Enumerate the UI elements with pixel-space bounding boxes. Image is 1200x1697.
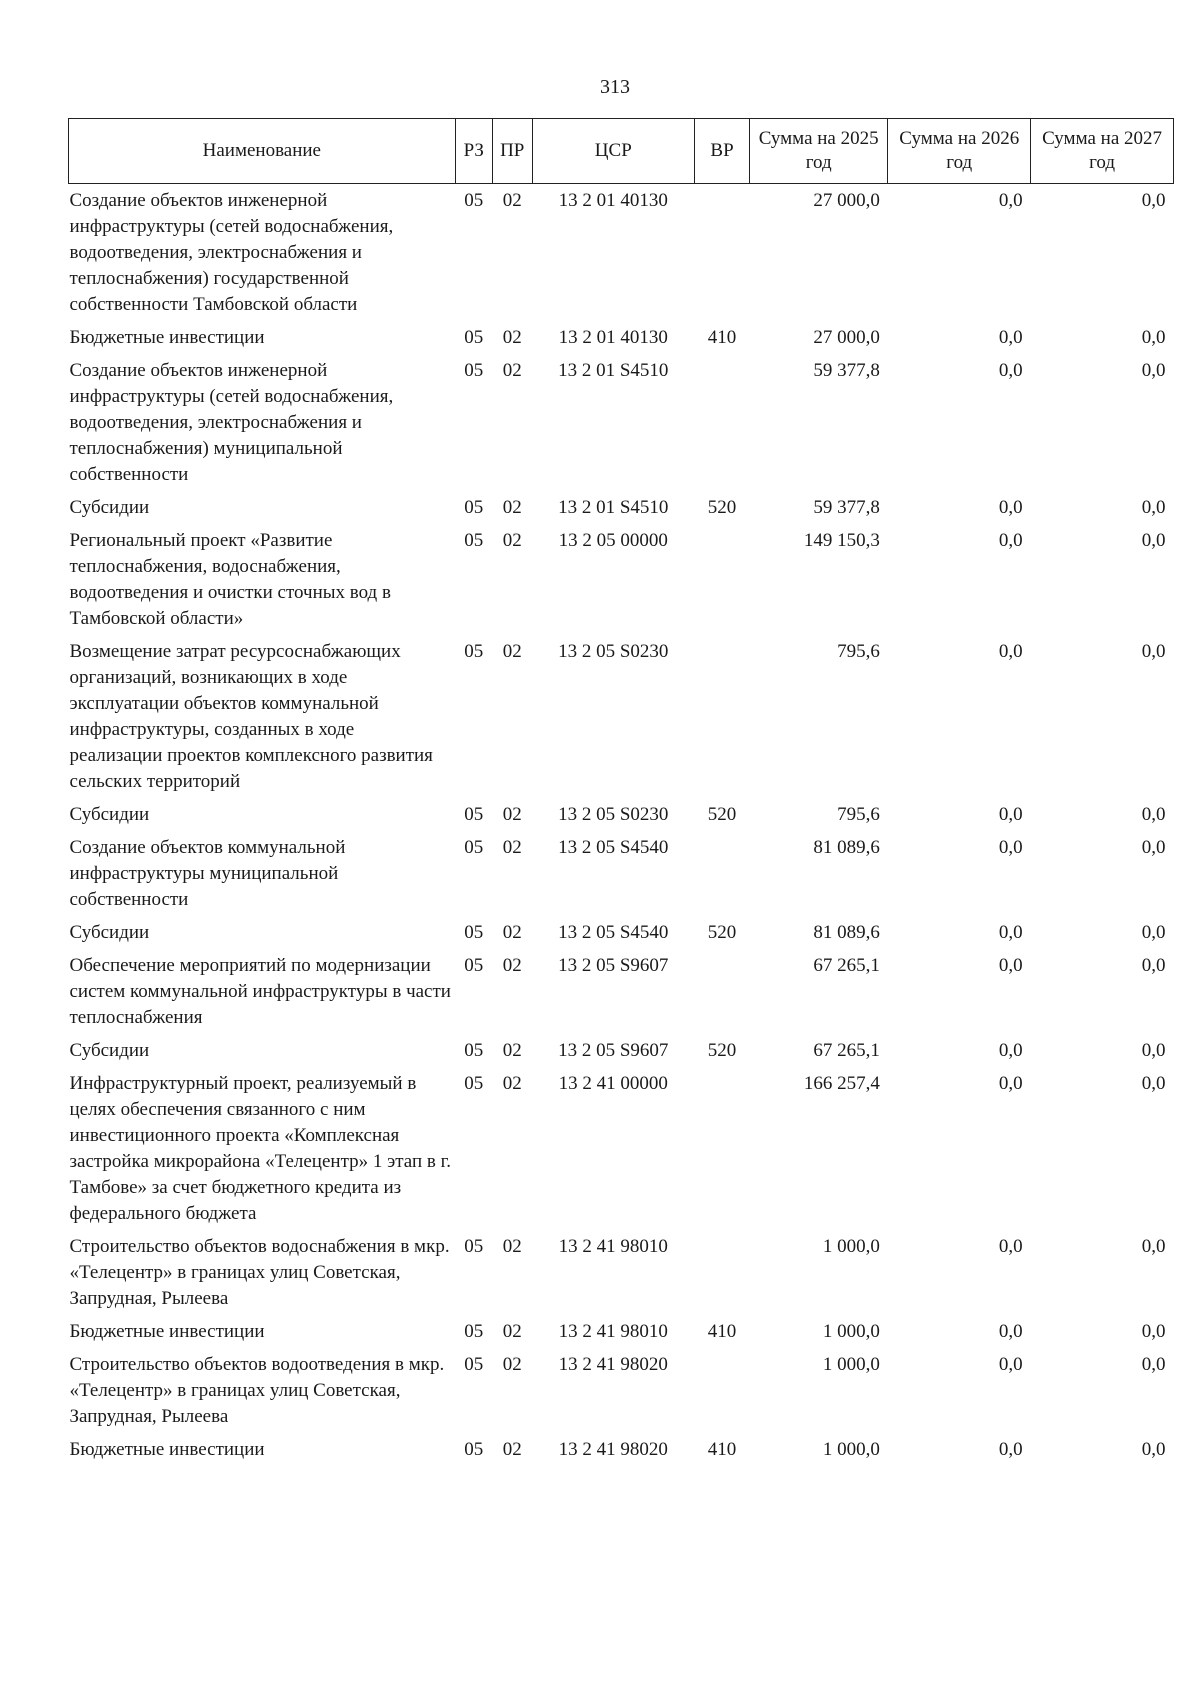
table-row	[69, 635, 1174, 798]
row-rz: 05	[464, 955, 484, 976]
row-vr	[695, 1230, 750, 1315]
row-sum-2027: 0,0	[1141, 1073, 1166, 1094]
table-row	[69, 798, 1174, 831]
row-sum-2026: 0,0	[998, 1321, 1023, 1342]
row-sum-2025: 795,6	[837, 804, 880, 825]
row-csr: 13 2 01 S4510	[558, 497, 669, 518]
table-row	[69, 831, 1174, 916]
header-pr: ПР	[492, 119, 532, 184]
row-pr: 02	[502, 804, 522, 825]
row-sum-2026: 0,0	[998, 327, 1023, 348]
row-vr: 410	[707, 1439, 737, 1460]
row-pr: 02	[502, 1236, 522, 1257]
row-sum-2026: 0,0	[998, 1236, 1023, 1257]
row-sum-2027: 0,0	[1141, 804, 1166, 825]
row-sum-2025: 1 000,0	[822, 1321, 880, 1342]
row-sum-2025: 81 089,6	[813, 837, 880, 858]
row-sum-2026: 0,0	[998, 360, 1023, 381]
row-name: Обеспечение мероприятий по модернизации систем коммунальной инфраструктуры в части теплоснабжения	[69, 955, 451, 1028]
table-row	[69, 916, 1174, 949]
table-row	[69, 184, 1174, 322]
row-sum-2027: 0,0	[1141, 837, 1166, 858]
header-rz: РЗ	[455, 119, 492, 184]
row-pr: 02	[502, 922, 522, 943]
row-rz: 05	[464, 641, 484, 662]
row-rz: 05	[464, 1073, 484, 1094]
row-name: Создание объектов инженерной инфраструктуры (сетей водоснабжения, водоотведения, электроснабжения и теплоснабжения) государственной собственности Тамбовской области	[69, 190, 394, 315]
row-csr: 13 2 41 98020	[558, 1439, 668, 1460]
row-rz: 05	[464, 804, 484, 825]
row-sum-2025: 81 089,6	[813, 922, 880, 943]
row-csr: 13 2 01 40130	[558, 190, 668, 211]
table-row	[69, 491, 1174, 524]
row-pr: 02	[502, 1321, 522, 1342]
row-vr: 520	[707, 497, 737, 518]
row-csr: 13 2 01 40130	[558, 327, 668, 348]
row-name: Бюджетные инвестиции	[69, 327, 265, 348]
row-pr: 02	[502, 1040, 522, 1061]
row-rz: 05	[464, 922, 484, 943]
row-vr	[695, 184, 750, 322]
row-csr: 13 2 41 98010	[558, 1321, 668, 1342]
row-csr: 13 2 05 S0230	[558, 804, 669, 825]
row-pr: 02	[502, 327, 522, 348]
row-sum-2027: 0,0	[1141, 922, 1166, 943]
row-sum-2026: 0,0	[998, 530, 1023, 551]
row-pr: 02	[502, 1073, 522, 1094]
row-sum-2027: 0,0	[1141, 1439, 1166, 1460]
table-row	[69, 354, 1174, 491]
row-rz: 05	[464, 530, 484, 551]
row-sum-2025: 27 000,0	[813, 327, 880, 348]
row-name: Бюджетные инвестиции	[69, 1321, 265, 1342]
table-row	[69, 1348, 1174, 1433]
table-row	[69, 1230, 1174, 1315]
row-pr: 02	[502, 955, 522, 976]
row-rz: 05	[464, 837, 484, 858]
row-name: Субсидии	[69, 497, 150, 518]
row-vr	[695, 949, 750, 1034]
table-row	[69, 1315, 1174, 1348]
row-sum-2025: 149 150,3	[803, 530, 880, 551]
row-vr: 410	[707, 1321, 737, 1342]
row-sum-2027: 0,0	[1141, 530, 1166, 551]
row-sum-2026: 0,0	[998, 497, 1023, 518]
row-csr: 13 2 05 S9607	[558, 955, 669, 976]
row-rz: 05	[464, 1354, 484, 1375]
row-vr	[695, 635, 750, 798]
row-name: Строительство объектов водоснабжения в мкр. «Телецентр» в границах улиц Советская, Запрудная, Рылеева	[69, 1236, 450, 1309]
row-pr: 02	[502, 837, 522, 858]
row-name: Создание объектов коммунальной инфраструктуры муниципальной собственности	[69, 837, 346, 910]
row-vr	[695, 1067, 750, 1230]
row-sum-2027: 0,0	[1141, 641, 1166, 662]
row-sum-2027: 0,0	[1141, 1354, 1166, 1375]
row-sum-2026: 0,0	[998, 1354, 1023, 1375]
row-vr: 520	[707, 804, 737, 825]
table-row	[69, 321, 1174, 354]
row-sum-2027: 0,0	[1141, 360, 1166, 381]
row-sum-2025: 1 000,0	[822, 1354, 880, 1375]
row-sum-2026: 0,0	[998, 1439, 1023, 1460]
table-body	[69, 184, 1174, 1467]
row-sum-2025: 1 000,0	[822, 1236, 880, 1257]
row-rz: 05	[464, 327, 484, 348]
row-rz: 05	[464, 190, 484, 211]
row-name: Субсидии	[69, 922, 150, 943]
row-pr: 02	[502, 1439, 522, 1460]
page-number: 313	[600, 76, 630, 98]
row-pr: 02	[502, 1354, 522, 1375]
row-csr: 13 2 05 S9607	[558, 1040, 669, 1061]
row-name: Возмещение затрат ресурсоснабжающих организаций, возникающих в ходе эксплуатации объектов коммунальной инфраструктуры, созданных в ходе реализации проектов комплексного развития сельских территорий	[69, 641, 433, 792]
row-csr: 13 2 05 S4540	[558, 837, 669, 858]
row-vr	[695, 831, 750, 916]
header-sum-2025: Сумма на 2025 год	[749, 119, 887, 184]
row-sum-2025: 59 377,8	[813, 360, 880, 381]
table-row	[69, 1433, 1174, 1466]
row-sum-2026: 0,0	[998, 641, 1023, 662]
row-sum-2027: 0,0	[1141, 327, 1166, 348]
row-csr: 13 2 05 00000	[558, 530, 668, 551]
row-sum-2025: 67 265,1	[813, 955, 880, 976]
table-row	[69, 1067, 1174, 1230]
row-sum-2027: 0,0	[1141, 1236, 1166, 1257]
row-sum-2025: 59 377,8	[813, 497, 880, 518]
header-vr: ВР	[695, 119, 750, 184]
row-sum-2026: 0,0	[998, 837, 1023, 858]
row-name: Субсидии	[69, 804, 150, 825]
row-sum-2027: 0,0	[1141, 497, 1166, 518]
row-rz: 05	[464, 360, 484, 381]
row-csr: 13 2 41 98010	[558, 1236, 668, 1257]
row-rz: 05	[464, 1236, 484, 1257]
row-name: Создание объектов инженерной инфраструктуры (сетей водоснабжения, водоотведения, электроснабжения и теплоснабжения) муниципальной собственности	[69, 360, 394, 485]
row-pr: 02	[502, 641, 522, 662]
row-pr: 02	[502, 190, 522, 211]
row-rz: 05	[464, 497, 484, 518]
row-pr: 02	[502, 530, 522, 551]
row-rz: 05	[464, 1439, 484, 1460]
row-vr: 520	[707, 922, 737, 943]
table-row	[69, 949, 1174, 1034]
row-sum-2026: 0,0	[998, 804, 1023, 825]
row-sum-2026: 0,0	[998, 190, 1023, 211]
header-sum-2026: Сумма на 2026 год	[888, 119, 1031, 184]
header-sum-2027: Сумма на 2027 год	[1031, 119, 1174, 184]
row-name: Субсидии	[69, 1040, 150, 1061]
row-sum-2025: 27 000,0	[813, 190, 880, 211]
row-csr: 13 2 05 S0230	[558, 641, 669, 662]
row-vr	[695, 354, 750, 491]
row-pr: 02	[502, 497, 522, 518]
row-sum-2027: 0,0	[1141, 1321, 1166, 1342]
row-rz: 05	[464, 1321, 484, 1342]
row-sum-2025: 1 000,0	[822, 1439, 880, 1460]
row-vr: 410	[707, 327, 737, 348]
row-vr: 520	[707, 1040, 737, 1061]
row-csr: 13 2 41 00000	[558, 1073, 668, 1094]
row-vr	[695, 524, 750, 635]
row-name: Инфраструктурный проект, реализуемый в целях обеспечения связанного с ним инвестиционного проекта «Комплексная застройка микрорайона «Телецентр» 1 этап в г. Тамбове» за счет бюджетного кредита из федерального бюджета	[69, 1073, 452, 1224]
row-sum-2026: 0,0	[998, 1040, 1023, 1061]
row-sum-2026: 0,0	[998, 1073, 1023, 1094]
row-sum-2027: 0,0	[1141, 190, 1166, 211]
budget-table	[68, 118, 1174, 1466]
header-name: Наименование	[69, 119, 456, 184]
row-sum-2025: 166 257,4	[803, 1073, 880, 1094]
row-name: Региональный проект «Развитие теплоснабжения, водоснабжения, водоотведения и очистки сточных вод в Тамбовской области»	[69, 530, 391, 629]
row-pr: 02	[502, 360, 522, 381]
row-csr: 13 2 01 S4510	[558, 360, 669, 381]
row-csr: 13 2 41 98020	[558, 1354, 668, 1375]
table-header	[69, 119, 1174, 184]
row-sum-2027: 0,0	[1141, 1040, 1166, 1061]
row-sum-2026: 0,0	[998, 922, 1023, 943]
row-name: Строительство объектов водоотведения в мкр. «Телецентр» в границах улиц Советская, Запрудная, Рылеева	[69, 1354, 445, 1427]
table-row	[69, 524, 1174, 635]
row-vr	[695, 1348, 750, 1433]
row-rz: 05	[464, 1040, 484, 1061]
table-row	[69, 1034, 1174, 1067]
row-sum-2025: 67 265,1	[813, 1040, 880, 1061]
row-csr: 13 2 05 S4540	[558, 922, 669, 943]
header-csr: ЦСР	[532, 119, 695, 184]
row-name: Бюджетные инвестиции	[69, 1439, 265, 1460]
row-sum-2027: 0,0	[1141, 955, 1166, 976]
row-sum-2026: 0,0	[998, 955, 1023, 976]
row-sum-2025: 795,6	[837, 641, 880, 662]
